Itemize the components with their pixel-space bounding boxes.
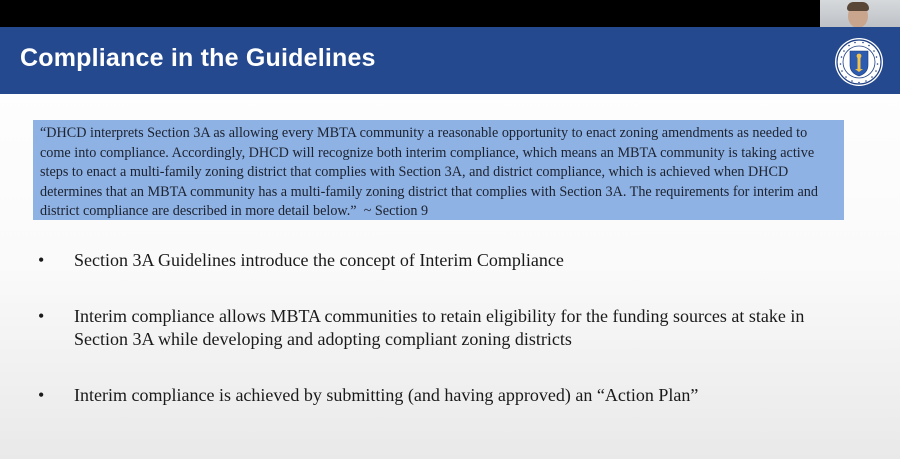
slide-title: Compliance in the Guidelines — [20, 44, 376, 72]
bullet-marker: • — [38, 306, 45, 326]
bullet-marker: • — [38, 385, 45, 405]
quote-source: ~ Section 9 — [363, 203, 429, 220]
massachusetts-seal-icon — [834, 37, 884, 87]
bullet-item-3: Interim compliance is achieved by submitting (and having approved) an “Action Plan” — [74, 385, 699, 405]
bullet-marker: • — [38, 250, 45, 270]
guidelines-quote-box — [33, 120, 844, 220]
quote-text: “DHCD interprets Section 3A as allowing every MBTA community a reasonable opportunity to enact zoning amendments as needed to come into compliance. Accordingly, DHCD will recognize both interim compliance, which means an MBTA community is taking active steps to enact a multi-family zoning district that complies with Section 3A, and district compliance, which is achieved when DHCD determines that an MBTA community has a multi-family zoning district that complies with Section 3A. The requirements for interim and district compliance are described in more detail below.” — [40, 125, 818, 220]
slide-header — [0, 27, 900, 94]
presentation-slide — [0, 27, 900, 459]
bullet-item-2: Interim compliance allows MBTA communities to retain eligibility for the funding sources at stake in Section 3A while developing and adopting compliant zoning districts — [74, 306, 805, 349]
bullet-item-1: Section 3A Guidelines introduce the concept of Interim Compliance — [74, 250, 564, 270]
meeting-top-bar — [0, 0, 900, 27]
